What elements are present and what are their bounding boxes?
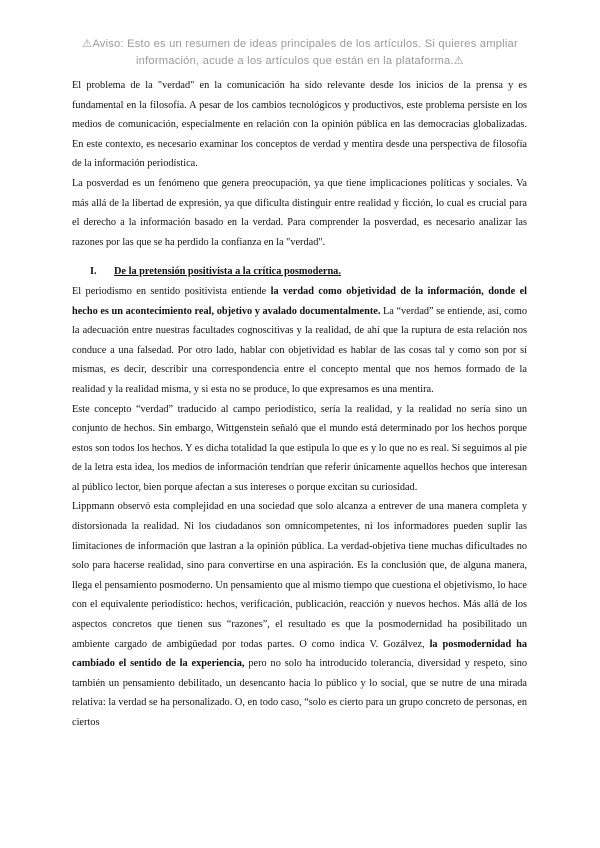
warning-notice <box>60 36 540 70</box>
paragraph-text: El periodismo en sentido positivista entiende <box>72 285 271 297</box>
section-title: De la pretensión positivista a la crítica posmoderna. <box>114 266 341 278</box>
paragraph-posverdad: La posverdad es un fenómeno que genera preocupación, ya que tiene implicaciones políticas y sociales. Va más allá de la libertad de expresión, ya que dificulta distinguir entre realidad y ficción, lo cual es crucial para el derecho a la información basado en la verdad. Para comprender la posverdad, es necesario analizar las razones por las que se ha perdido la confianza en la "verdad". <box>72 177 527 248</box>
document-body <box>72 76 527 733</box>
paragraph-text: Lippmann observó esta complejidad en una sociedad que solo alcanza a entrever de una manera completa y distorsionada la realidad. Ni los ciudadanos son omnicompetentes, ni los informadores pueden suplir las limitaciones de información que lastran a la opinión pública. La verdad-objetiva tiene muchas dificultades no solo para hacerse realidad, sino para convertirse en una aspiración. Es la conclusión que, de alguna manera, llega el pensamiento posmoderno. Un pensamiento que al mismo tiempo que cuestiona el objetivismo, lo hace con el equivalente periodístico: hechos, verificación, publicación, reacción y nuevos hechos. Más allá de los aspectos concretos que tienen sus “razones”, el resultado es que la posmodernidad ha posibilitado un ambiente cargado de ambigüedad por todas partes. O como indica V. Gozálvez, <box>72 501 527 650</box>
emphasis-text: la verdad como objetividad de la información, donde el hecho es un acontecimiento real, objetivo y avalado documentalmente. <box>72 285 527 317</box>
section-number: I. <box>90 266 97 278</box>
notice-line-2: información, acude a los artículos que están en la plataforma.⚠ <box>136 55 464 67</box>
section-heading <box>72 262 527 282</box>
paragraph-intro: El problema de la "verdad" en la comunicación ha sido relevante desde los inicios de la prensa y es fundamental en la filosofía. A pesar de los cambios tecnológicos y productivos, este problema persiste en los medios de comunicación, especialmente en relación con la opinión pública en las democracias globalizadas. En este contexto, es necesario examinar los conceptos de verdad y mentira desde una perspectiva de filosofía de la información periodística. <box>72 80 527 170</box>
notice-line-1: ⚠Aviso: Esto es un resumen de ideas principales de los artículos. Si quieres ampliar <box>82 38 518 50</box>
paragraph-positivismo <box>72 282 527 400</box>
emphasis-text: la posmodernidad ha cambiado el sentido de la experiencia, <box>72 638 528 670</box>
paragraph-wittgenstein: Este concepto “verdad” traducido al campo periodístico, sería la realidad, y la realidad no sería sino un conjunto de hechos. Sin embargo, Wittgenstein señaló que el mundo está determinado por los hechos porque estos son todos los hechos. Y es dicha totalidad la que estipula lo que es y lo que no es real. Si seguimos al pie de la letra esta idea, los medios de información tendrían que referir únicamente aquellos hechos que interesan al público lector, bien porque afectan a sus intereses o porque excitan su curiosidad. <box>72 403 527 493</box>
paragraph-text: La “verdad” se entiende, así, como la adecuación entre nuestras facultades cognoscitivas y la realidad, de ahí que la ruptura de esta relación nos conduce a una falsedad. Por otro lado, hablar con objetividad es hablar de las cosas tal y como son por sí mismas, es decir, describir una correspondencia entre el concepto mental que nos hemos formado de la realidad y la realidad misma, y si esta no se produce, lo que expresamos es una mentira. <box>72 305 527 395</box>
paragraph-lippmann <box>72 497 527 732</box>
paragraph-text: pero no solo ha introducido tolerancia, diversidad y respeto, sino también un pensamiento debilitado, un desencanto hacia lo público y lo social, que se nutre de una mirada relativa: la verdad se ha personalizado. O, en todo caso, “solo es cierto para un grupo concreto de personas, en ciertos <box>72 658 527 728</box>
